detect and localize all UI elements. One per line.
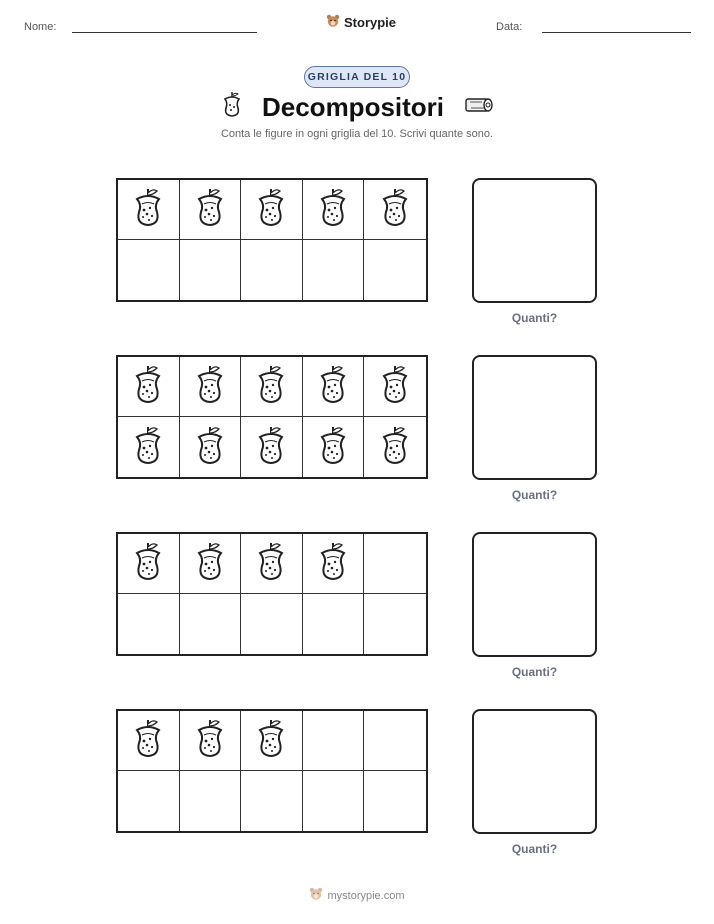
frame-cell xyxy=(364,711,426,771)
apple-core-icon xyxy=(315,424,351,471)
frame-cell xyxy=(364,180,426,240)
frame-cell xyxy=(118,594,180,654)
frame-cell xyxy=(241,357,303,417)
frame-cell xyxy=(241,180,303,240)
apple-core-icon xyxy=(192,424,228,471)
answer-label-3: Quanti? xyxy=(511,665,558,679)
instructions: Conta le figure in ogni griglia del 10. Scrivi quante sono. xyxy=(220,128,494,140)
apple-core-icon xyxy=(315,186,351,233)
apple-core-icon xyxy=(253,540,289,587)
frame-cell xyxy=(180,594,242,654)
apple-core-icon xyxy=(377,186,413,233)
frame-cell xyxy=(303,534,365,594)
answer-label-1: Quanti? xyxy=(511,311,558,325)
apple-core-icon xyxy=(130,363,166,410)
frame-cell xyxy=(180,771,242,831)
answer-label-4: Quanti? xyxy=(511,842,558,856)
ten-frame-4 xyxy=(116,709,428,833)
frame-cell xyxy=(303,711,365,771)
answer-box-4[interactable] xyxy=(472,709,597,834)
frame-cell xyxy=(364,534,426,594)
frame-cell xyxy=(180,534,242,594)
frame-cell xyxy=(364,357,426,417)
apple-core-icon xyxy=(253,186,289,233)
apple-core-icon xyxy=(130,717,166,764)
ten-frame-1 xyxy=(116,178,428,302)
answer-label-2: Quanti? xyxy=(511,488,558,502)
apple-core-icon xyxy=(315,540,351,587)
page-title: Decompositori xyxy=(261,92,445,122)
apple-core-icon xyxy=(253,424,289,471)
apple-core-icon xyxy=(192,186,228,233)
frame-cell xyxy=(118,711,180,771)
frame-cell xyxy=(180,711,242,771)
frame-cell xyxy=(364,771,426,831)
ten-frame-2 xyxy=(116,355,428,479)
frame-cell xyxy=(241,711,303,771)
bear-icon xyxy=(326,14,340,31)
frame-cell xyxy=(303,357,365,417)
frame-cell xyxy=(364,417,426,477)
worksheet-badge: GRIGLIA DEL 10 xyxy=(304,66,410,88)
apple-core-icon xyxy=(377,363,413,410)
frame-cell xyxy=(180,180,242,240)
name-line[interactable] xyxy=(72,32,257,33)
frame-cell xyxy=(364,240,426,300)
apple-core-icon xyxy=(192,717,228,764)
frame-cell xyxy=(180,357,242,417)
frame-cell xyxy=(303,417,365,477)
date-line[interactable] xyxy=(542,32,691,33)
frame-cell xyxy=(118,417,180,477)
frame-cell xyxy=(241,594,303,654)
name-label: Nome: xyxy=(24,21,57,33)
frame-cell xyxy=(241,417,303,477)
footer-url: mystorypie.com xyxy=(327,889,405,902)
apple-core-icon xyxy=(377,424,413,471)
apple-core-icon xyxy=(192,363,228,410)
ten-frame-3 xyxy=(116,532,428,656)
date-label: Data: xyxy=(496,21,523,33)
brand-logo xyxy=(326,14,396,31)
apple-core-icon xyxy=(253,363,289,410)
frame-cell xyxy=(241,771,303,831)
frame-cell xyxy=(303,771,365,831)
frame-cell xyxy=(118,357,180,417)
frame-cell xyxy=(118,771,180,831)
frame-cell xyxy=(303,180,365,240)
bear-icon xyxy=(309,887,323,904)
apple-core-icon xyxy=(192,540,228,587)
frame-cell xyxy=(180,417,242,477)
log-icon xyxy=(462,92,494,123)
apple-core-icon xyxy=(220,90,244,125)
apple-core-icon xyxy=(130,186,166,233)
footer xyxy=(0,887,714,904)
frame-cell xyxy=(118,534,180,594)
frame-cell xyxy=(241,534,303,594)
brand-name: Storypie xyxy=(344,15,397,30)
frame-cell xyxy=(241,240,303,300)
apple-core-icon xyxy=(130,540,166,587)
frame-cell xyxy=(118,240,180,300)
answer-box-3[interactable] xyxy=(472,532,597,657)
answer-box-2[interactable] xyxy=(472,355,597,480)
frame-cell xyxy=(118,180,180,240)
apple-core-icon xyxy=(253,717,289,764)
frame-cell xyxy=(180,240,242,300)
apple-core-icon xyxy=(130,424,166,471)
answer-box-1[interactable] xyxy=(472,178,597,303)
page-title-row xyxy=(0,90,714,125)
frame-cell xyxy=(303,240,365,300)
frame-cell xyxy=(303,594,365,654)
apple-core-icon xyxy=(315,363,351,410)
frame-cell xyxy=(364,594,426,654)
